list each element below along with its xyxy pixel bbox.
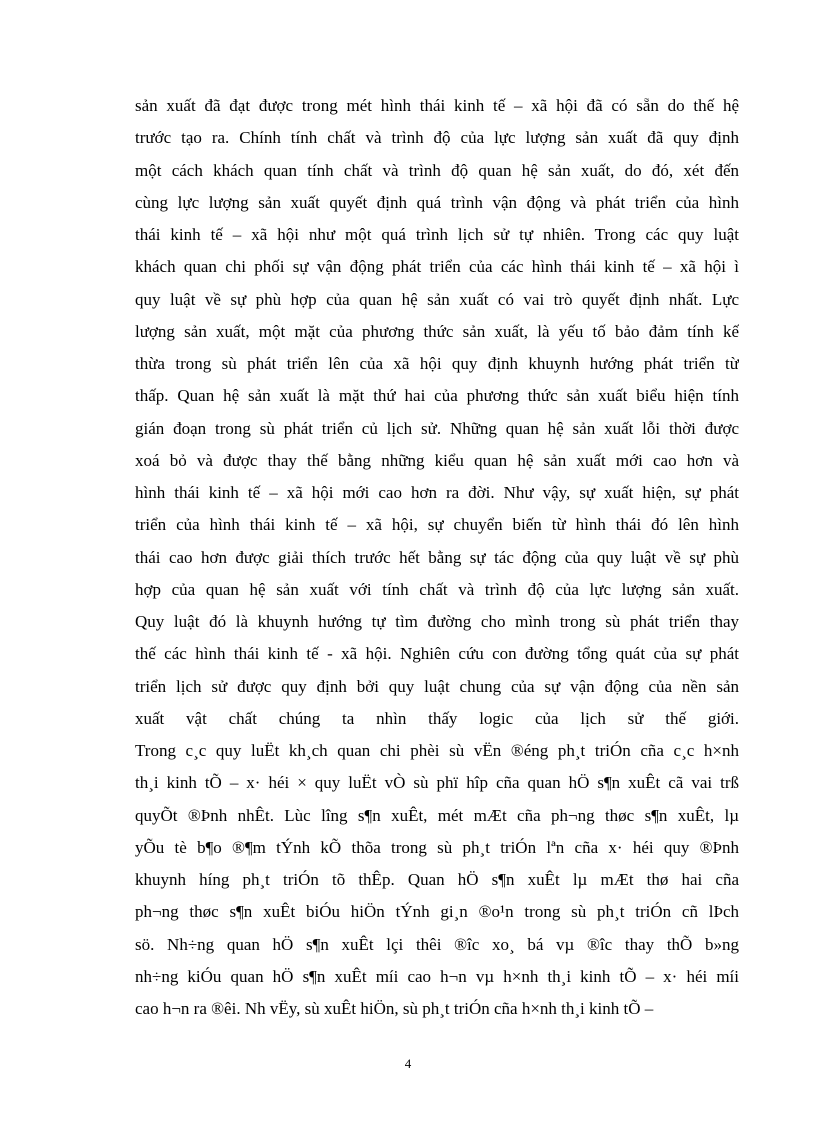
text-line: khách quan chi phối sự vận động phát triển của các hình thái kinh tế – xã hội ì <box>135 257 739 277</box>
text-line: cao h¬n ra ®êi. Nh vËy, sù xuÊt hiÖn, sù ph¸t triÓn cña h×nh th¸i kinh tÕ – <box>135 999 654 1018</box>
text-line: nh÷ng kiÓu quan hÖ s¶n xuÊt míi cao h¬n vµ h×nh th¸i kinh tÕ – x· héi míi <box>135 966 739 986</box>
text-line: hình thái kinh tế – xã hội mới cao hơn ra đời. Như vậy, sự xuất hiện, sự phát <box>135 483 739 502</box>
text-line: thấp. Quan hệ sản xuất là mặt thứ hai của phương thức sản xuất biểu hiện tính <box>135 386 739 406</box>
text-line: ph¬ng thøc s¶n xuÊt biÓu hiÖn tÝnh gi¸n ®o¹n trong sù ph¸t triÓn cñ lÞch <box>135 902 739 922</box>
text-line: triển lịch sử được quy định bởi quy luật chung của sự vận động của nền sản <box>135 676 739 696</box>
text-line: thái cao hơn được giải thích trước hết bằng sự tác động của quy luật về sự phù <box>135 547 739 567</box>
text-line: xuất vật chất chúng ta nhìn thấy logic của lịch sử thế giới. <box>135 708 739 728</box>
text-line: xoá bỏ và được thay thế bằng những kiểu quan hệ sản xuất mới cao hơn và <box>135 450 739 470</box>
text-line: triển của hình thái kinh tế – xã hội, sự chuyển biến từ hình thái đó lên hình <box>135 515 739 535</box>
text-line: Trong c¸c quy luËt kh¸ch quan chi phèi sù vËn ®éng ph¸t triÓn cña c¸c h×nh <box>135 741 739 760</box>
text-line: sản xuất đã đạt được trong mét hình thái kinh tế – xã hội đã có sẵn do thế hệ <box>135 96 739 115</box>
text-line: yÕu tè b¶o ®¶m tÝnh kÕ thõa trong sù ph¸t triÓn lªn cña x· héi quy ®Þnh <box>135 837 739 857</box>
text-line: quy luật về sự phù hợp của quan hệ sản xuất có vai trò quyết định nhất. Lực <box>135 289 739 309</box>
text-line: một cách khách quan tính chất và trình độ quan hệ sản xuất, do đó, xét đến <box>135 160 739 180</box>
text-line: khuynh híng ph¸t triÓn tõ thÊp. Quan hÖ s¶n xuÊt lµ mÆt thø hai cña <box>135 870 739 889</box>
text-line: thế các hình thái kinh tế - xã hội. Nghiên cứu con đường tổng quát của sự phát <box>135 644 739 664</box>
page-number: 4 <box>404 1056 412 1071</box>
text-line: thái kinh tế – xã hội như một quá trình lịch sử tự nhiên. Trong các quy luật <box>135 225 739 244</box>
text-line: sö. Nh÷ng quan hÖ s¶n xuÊt lçi thêi ®îc xo¸ bá vµ ®îc thay thÕ b»ng <box>135 934 739 954</box>
text-line: trước tạo ra. Chính tính chất và trình độ của lực lượng sản xuất đã quy định <box>135 128 739 148</box>
text-line: thừa trong sù phát triển lên của xã hội quy định khuynh hướng phát triển từ <box>135 354 739 373</box>
body-text <box>135 90 739 1025</box>
text-line: gián đoạn trong sù phát triển củ lịch sử. Những quan hệ sản xuất lỗi thời được <box>135 418 739 438</box>
text-line: th¸i kinh tÕ – x· héi × quy luËt vÒ sù phï hîp cña quan hÖ s¶n xuÊt cã vai trß <box>135 773 739 793</box>
text-line: hợp của quan hệ sản xuất với tính chất và trình độ của lực lượng sản xuất. <box>135 579 739 599</box>
text-line: quyÕt ®Þnh nhÊt. Lùc lîng s¶n xuÊt, mét mÆt cña ph¬ng thøc s¶n xuÊt, lµ <box>135 805 739 825</box>
text-line: Quy luật đó là khuynh hướng tự tìm đường cho mình trong sù phát triển thay <box>135 612 739 631</box>
text-line: lượng sản xuất, một mặt của phương thức sản xuất, là yếu tố bảo đảm tính kế <box>135 321 739 341</box>
text-line: cùng lực lượng sản xuất quyết định quá trình vận động và phát triển của hình <box>135 192 739 212</box>
